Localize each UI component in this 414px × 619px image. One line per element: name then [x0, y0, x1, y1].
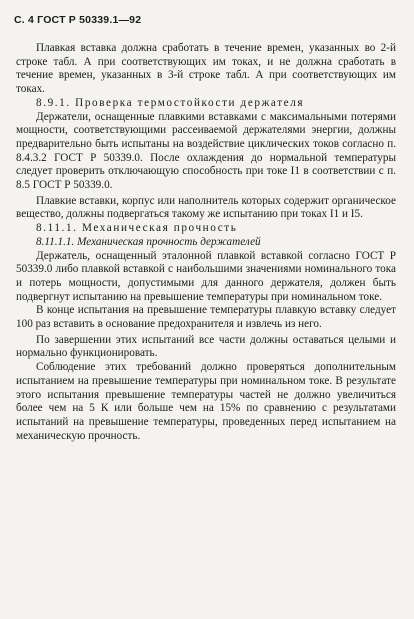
paragraph-3: Плавкие вставки, корпус или наполнитель которых содержит органическое вещество, должны подвергаться такому же испытанию при токах I1 и I5. [16, 194, 396, 221]
heading-8-11-1-1: 8.11.1.1. Механическая прочность держателей [36, 235, 261, 248]
heading-8-11-1: 8.11.1. Механическая прочность [36, 222, 238, 235]
paragraph-6: По завершении этих испытаний все части должны оставаться целыми и нормально функционировать. [16, 333, 396, 360]
paragraph-4: Держатель, оснащенный эталонной плавкой вставкой согласно ГОСТ Р 50339.0 либо плавкой вставкой с наибольшими значениями номинального тока и потерь мощности, допустимыми для данного держателя, должен быть подвергнут испытанию на превышение температуры при номинальном токе. [16, 249, 396, 303]
paragraph-7: Соблюдение этих требований должно проверяться дополнительным испытанием на превышение температуры при номинальном токе. В результате этого испытания превышение температуры частей не должно увеличиться более чем на 5 К или больше чем на 15% по сравнению с результатами испытаний на превышение температуры, проведенных перед испытанием на механическую прочность. [16, 361, 396, 442]
heading-8-9-1: 8.9.1. Проверка термостойкости держателя [36, 96, 305, 109]
paragraph-2: Держатели, оснащенные плавкими вставками с максимальными потерями мощности, соответствующими рассеиваемой держателями энергии, должны предварительно быть испытаны на воздействие циклических токов согласно п. 8.4.3.2 ГОСТ Р 50339.0. После охлаждения до нормальной температуры следует проверить отключающую способность при токе I1 в соответствии с п. 8.5 ГОСТ Р 50339.0. [16, 110, 396, 192]
paragraph-1: Плавкая вставка должна сработать в течение времен, указанных во 2-й строке табл. А при соответствующих им токах, и не должна сработать в течение времен, указанных в 3-й строке табл. А при соответствующих им токах. [16, 42, 396, 96]
paragraph-5: В конце испытания на превышение температуры плавкую вставку следует 100 раз вставить в основание предохранителя и извлечь из него. [16, 304, 396, 331]
running-head: С. 4 ГОСТ Р 50339.1—92 [14, 14, 142, 26]
document-body [16, 42, 396, 443]
